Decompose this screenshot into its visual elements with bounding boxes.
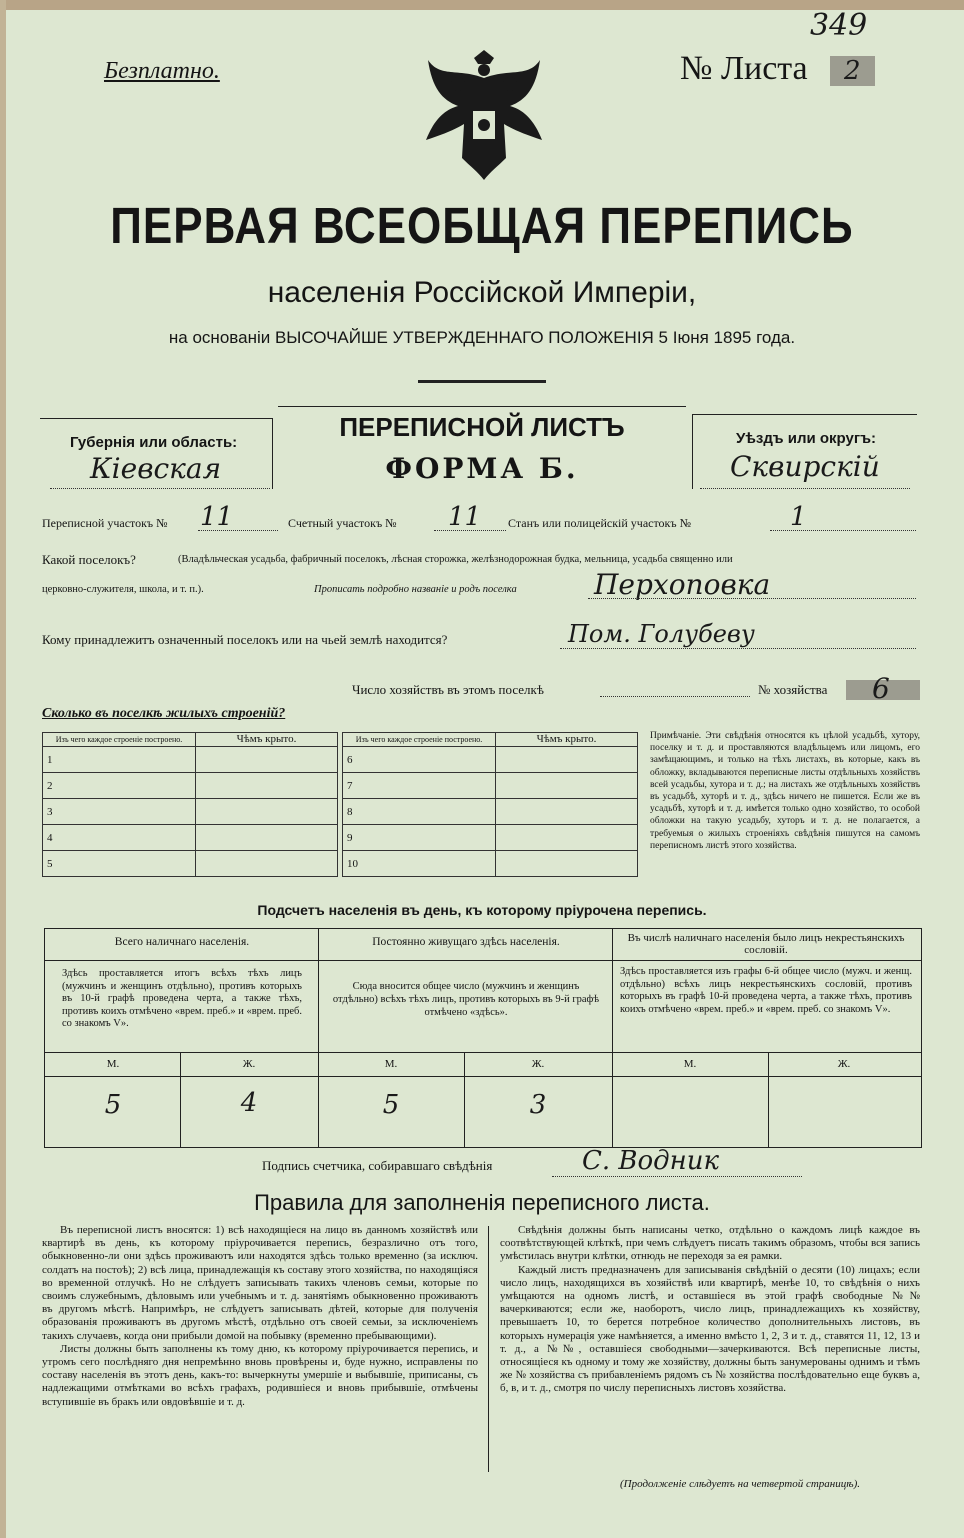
building-row-number: 1 — [43, 747, 196, 773]
census-subtitle: населенія Россійской Имперіи, — [267, 276, 697, 309]
poselok-label: Какой поселокъ? — [42, 552, 136, 567]
double-headed-eagle-emblem — [418, 48, 550, 188]
building-row-number: 2 — [43, 773, 196, 799]
uezd-label: Уѣздъ или округъ: — [736, 430, 877, 447]
buildings-label: Сколько въ поселкѣ жилыхъ строеній? — [42, 706, 286, 721]
rules-heading: Правила для заполненія переписного листа. — [254, 1190, 710, 1215]
gubernia-underline — [50, 488, 270, 489]
perepis-uchastok-label: Переписной участокъ № — [42, 516, 168, 530]
households-label: Число хозяйствъ въ этомъ поселкѣ — [352, 682, 544, 697]
rules-column-divider — [488, 1226, 489, 1472]
gubernia-label: Губернія или область: — [70, 434, 238, 451]
signature-value: С. Водник — [582, 1146, 720, 1176]
building-row-number: 9 — [343, 825, 496, 851]
poselok-note-2: церковно-служителя, школа, и т. п.). — [42, 584, 204, 595]
household-number-value: 6 — [872, 672, 890, 705]
building-row-number: 3 — [43, 799, 196, 825]
household-number-label: № хозяйства — [758, 682, 828, 697]
population-heading: Подсчетъ населенія въ день, къ которому пріурочена перепись. — [257, 902, 707, 918]
free-label: Безплатно. — [104, 58, 220, 84]
permanent-male-value: 5 — [382, 1090, 400, 1120]
census-title: ПЕРВАЯ ВСЕОБЩАЯ ПЕРЕПИСЬ — [110, 198, 854, 255]
building-row-number: 6 — [343, 747, 496, 773]
buildings-table-right — [342, 732, 638, 877]
stan-label: Станъ или полицейскій участокъ № — [508, 516, 692, 530]
schet-uchastok-label: Счетный участокъ № — [288, 516, 397, 530]
male-col-label: М. — [384, 1058, 398, 1070]
rules-left-column — [42, 1224, 478, 1409]
rules-right-column — [500, 1224, 920, 1396]
schet-uchastok-value: 11 — [448, 502, 482, 532]
rules-right-paragraph-2: Каждый листъ предназначенъ для записыванія свѣдѣній о десяти (10) лицахъ; если число лицъ, находящихся въ хозяйствѣ или квартирѣ, менѣе 10, то свѣдѣнія о нихъ умѣщаются на одномъ листѣ, и оставшіеся въ этой графѣ свободные №№ вачеркиваются; если же, наоборотъ, число лицъ, принадлежащихъ къ хозяйству, превышаетъ 10, то берется потребное количество дополнительныхъ листовъ, въ которыхъ нумерація уже намѣняется, а именно вмѣсто 1, 2, 3 и т. д., ставятся 11, 12, 13 и т. д., а №№, оставшіеся свободными—зачеркиваются. Всѣ переписные листы, относящіеся къ одному и тому же хозяйству, должны быть занумерованы однимъ и тѣмъ же № хозяйства съ прибавленіемъ рядомъ съ № хозяйства послѣдовательно еще буквъ а, б, в, и т. д., смотря по числу переписныхъ листовъ хозяйства. — [500, 1263, 920, 1395]
sheet-number-label: № Листа — [680, 50, 808, 87]
non-peasant-header: Въ числѣ наличнаго населенія было лицъ некрестьянскихъ сословій. — [627, 932, 905, 956]
sheet-number-value: 2 — [830, 56, 875, 86]
households-line — [600, 696, 750, 697]
gubernia-value: Кіевская — [90, 452, 222, 485]
schet-uchastok-line — [434, 530, 506, 531]
building-row-number: 10 — [343, 851, 496, 877]
archive-corner-number: 349 — [810, 8, 868, 43]
census-decree: на основаніи ВЫСОЧАЙШЕ УТВЕРЖДЕННАГО ПОЛОЖЕНІЯ 5 Іюня 1895 года. — [168, 328, 796, 347]
rules-right-paragraph-1: Свѣдѣнія должны быть написаны четко, отдѣльно о каждомъ лицѣ каждое въ соотвѣтствующей клѣткѣ, при чемъ слѣдуетъ писать такимъ образомъ, чтобы вся запись умѣстилась внутри клѣтки, отнюдь не переходя за ея рамки. — [500, 1224, 920, 1263]
female-col-label: Ж. — [242, 1058, 256, 1070]
female-col-label: Ж. — [837, 1058, 851, 1070]
total-population-header: Всего наличнаго населенія. — [114, 936, 250, 948]
form-subheading: ФОРМА Б. — [385, 452, 579, 485]
buildings-col-material: Изъ чего каждое строеніе построено. — [43, 733, 196, 747]
buildings-note: Примѣчаніе. Эти свѣдѣнія относятся къ цѣлой усадьбѣ, хутору, поселку и т. д. и проставляются владѣльцемъ или лицомъ, его замѣщающимъ, и только на тѣхъ листахъ, въ которые, какъ въ обложку, вкладываются переписные листы отдѣльныхъ хозяйствъ всей усадьбы, хутора и т. д.; на листахъ же отдѣльныхъ хозяйствъ въ усадьбѣ, хуторѣ и т. д., здѣсь ничего не пишется. Если же въ усадьбѣ, хуторѣ и т. д. имѣется только одно хозяйство, то особой обложки на такую усадьбу, хуторъ и т. д. не полагается, а требуемыя о жилыхъ строеніяхъ свѣдѣнія пишутся на самомъ переписномъ листѣ этого хозяйства. — [650, 731, 920, 851]
signature-label: Подпись счетчика, собиравшаго свѣдѣнія — [262, 1158, 493, 1173]
poselok-value: Перхоповка — [594, 568, 771, 601]
buildings-col-material: Изъ чего каждое строеніе построено. — [343, 733, 496, 747]
perepis-uchastok-line — [198, 530, 278, 531]
permanent-population-desc: Сюда вносится общее число (мужчинъ и женщинъ отдѣльно) всѣхъ тѣхъ лицъ, противъ которыхъ въ 9-й графѣ отмѣчено «здѣсь». — [332, 981, 600, 1018]
perepis-uchastok-value: 11 — [200, 502, 234, 532]
rules-left-paragraph-1: Въ переписной листъ вносятся: 1) всѣ находящіеся на лицо въ данномъ хозяйствѣ или квартирѣ въ день, къ которому пріурочивается перепись, безразлично отъ того, обыкновенно-ли они здѣсь проживаютъ или находятся здѣсь только временно (за исключ. солдатъ на постоѣ); 2) всѣ лица, принадлежащія къ составу этого хозяйства, по находящіяся во временной отлучкѣ. Но не слѣдуетъ записывать такихъ членовъ семьи, которые по своимъ служебнымъ, дѣловымъ или учебнымъ и т. д. занятіямъ обыкновенно проживаютъ въ другомъ мѣстѣ. Напримѣръ, не слѣдуетъ записывать дѣтей, которые для полученія образованія проживаютъ въ другомъ мѣстѣ, отдѣльно отъ своей семьи, за исключеніемъ такихъ случаевъ, когда они прибыли домой на побывку (временно пребывающими). — [42, 1224, 478, 1342]
total-female-value: 4 — [240, 1088, 258, 1118]
uezd-value: Сквирскій — [730, 450, 880, 483]
building-row-number: 8 — [343, 799, 496, 825]
building-row-number: 7 — [343, 773, 496, 799]
stan-line — [770, 530, 916, 531]
rules-continued: (Продолженіе слѣдуетъ на четвертой страницѣ). — [620, 1478, 860, 1490]
stan-value: 1 — [790, 502, 807, 532]
form-heading: ПЕРЕПИСНОЙ ЛИСТЪ — [339, 412, 625, 442]
title-divider — [418, 380, 546, 383]
male-col-label: М. — [683, 1058, 697, 1070]
building-row-number: 4 — [43, 825, 196, 851]
owner-line — [560, 648, 916, 649]
total-male-value: 5 — [104, 1090, 122, 1120]
building-row-number: 5 — [43, 851, 196, 877]
permanent-population-header: Постоянно живущаго здѣсь населенія. — [372, 936, 560, 948]
poselok-line — [588, 598, 916, 599]
permanent-female-value: 3 — [529, 1090, 547, 1120]
non-peasant-desc: Здѣсь проставляется изъ графы 6-й общее число (мужч. и женщ. отдѣльно) всѣхъ лицъ некрестьянскихъ сословій, противъ которыхъ въ графѣ 10-й проведена черта, а также тѣхъ, противъ коихъ отмѣчено «врем. преб.» и «врем. преб. со знакомъ V». — [620, 966, 912, 1015]
poselok-instruction: Прописать подробно названіе и родъ поселка — [314, 584, 517, 595]
buildings-table-left — [42, 732, 338, 877]
female-col-label: Ж. — [531, 1058, 545, 1070]
total-population-desc: Здѣсь проставляется итогъ всѣхъ тѣхъ лицъ (мужчинъ и женщинъ отдѣльно), противъ которыхъ въ 10-й графѣ проведена черта, а также тѣхъ, противъ коихъ отмѣчено «врем. преб.» и «врем. преб. со знакомъ V». — [62, 968, 302, 1029]
owner-label: Кому принадлежитъ означенный поселокъ или на чьей землѣ находится? — [42, 632, 448, 647]
signature-line — [552, 1176, 802, 1177]
poselok-note: (Владѣльческая усадьба, фабричный поселокъ, лѣсная сторожка, желѣзнодорожная будка, мельница, усадьба священно или — [178, 554, 733, 565]
uezd-underline — [700, 488, 910, 489]
rules-left-paragraph-2: Листы должны быть заполнены къ тому дню, къ которому пріурочивается перепись, и утромъ сего послѣдняго дня непремѣнно вновь провѣрены и, буде нужно, исправлены по составу населенія въ этотъ день, какъ-то: вычеркнуты умершіе и выбывшіе, приписаны, съ надлежащими отмѣтками во всѣхъ графахъ, родившіеся и вновь прибывшіе, отмѣчены вступившіе въ бракъ или овдовѣвшіе и т. д. — [42, 1342, 478, 1408]
buildings-col-roof: Чѣмъ крыто. — [196, 733, 338, 747]
male-col-label: М. — [106, 1058, 120, 1070]
buildings-col-roof: Чѣмъ крыто. — [496, 733, 638, 747]
owner-value: Пом. Голубеву — [568, 620, 755, 648]
